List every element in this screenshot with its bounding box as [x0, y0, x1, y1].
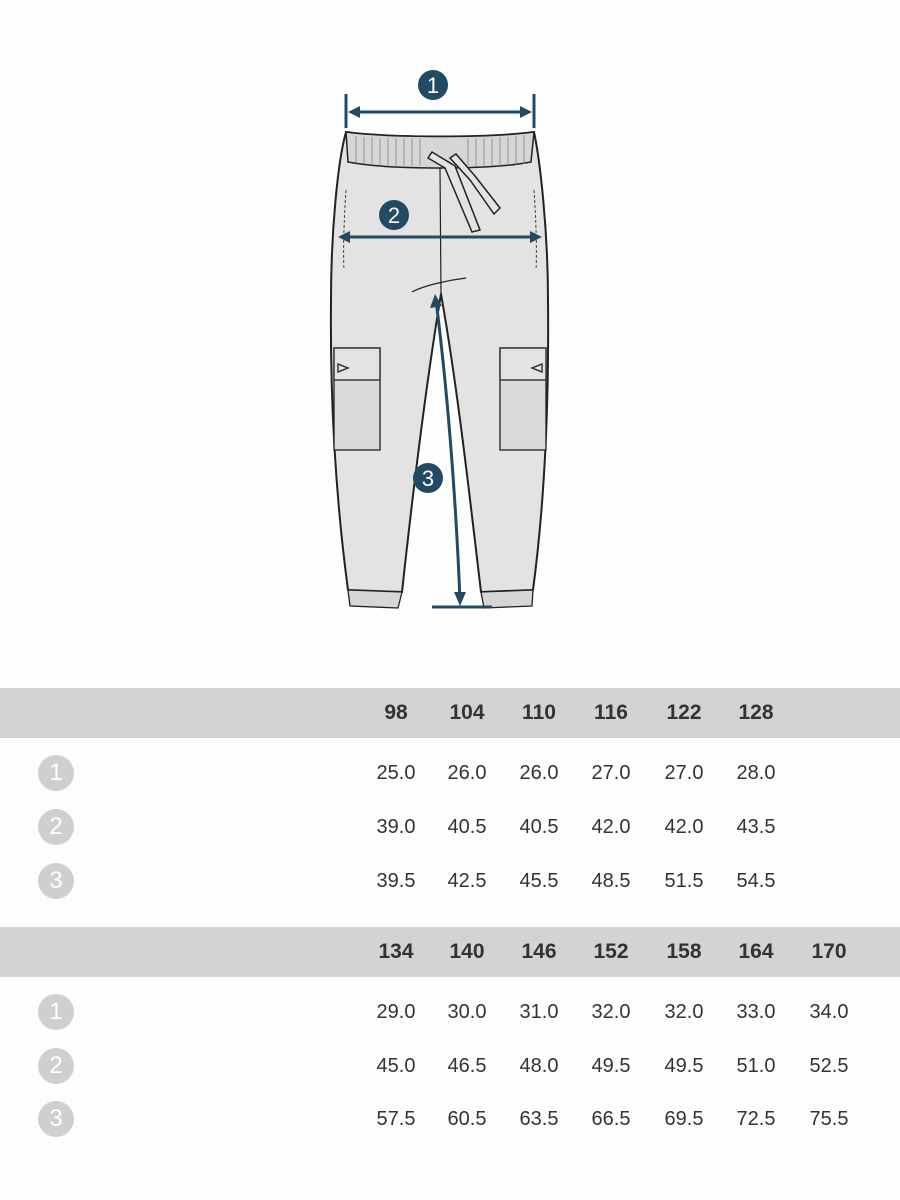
- size-label: 98: [384, 701, 408, 724]
- table-row: [0, 1099, 900, 1139]
- marker-1-label: 1: [426, 73, 440, 98]
- size-label: 116: [594, 701, 628, 724]
- size-header-band-1: [0, 688, 900, 738]
- measurement-value: 49.5: [591, 1055, 631, 1077]
- size-label: 164: [738, 940, 774, 963]
- row-marker: 2: [38, 809, 74, 845]
- measurement-value: 42.0: [591, 816, 631, 838]
- measurement-value: 39.0: [376, 816, 416, 838]
- table-row: [0, 1046, 900, 1086]
- measurement-value: 63.5: [519, 1108, 559, 1130]
- measurement-value: 40.5: [519, 816, 559, 838]
- size-label: 140: [449, 940, 485, 963]
- measurement-value: 32.0: [591, 1001, 631, 1023]
- left-cuff: [348, 590, 402, 608]
- measurement-value: 26.0: [519, 762, 559, 784]
- measurement-value: 30.0: [447, 1001, 487, 1023]
- size-label: 110: [522, 701, 556, 724]
- measurement-value: 27.0: [664, 762, 704, 784]
- right-cuff: [481, 590, 533, 608]
- table-row: [0, 992, 900, 1032]
- table-row: [0, 753, 900, 793]
- size-label: 134: [378, 940, 414, 963]
- measurement-value: 39.5: [376, 870, 416, 892]
- row-marker: 2: [38, 1048, 74, 1084]
- measurement-value: 60.5: [447, 1108, 487, 1130]
- measurement-value: 29.0: [376, 1001, 416, 1023]
- measurement-value: 54.5: [736, 870, 776, 892]
- measurement-value: 66.5: [591, 1108, 631, 1130]
- measurement-value: 51.5: [664, 870, 704, 892]
- size-label: 146: [521, 940, 557, 963]
- measurement-value: 26.0: [447, 762, 487, 784]
- measurement-value: 51.0: [736, 1055, 776, 1077]
- measurement-value: 40.5: [447, 816, 487, 838]
- measurement-value: 48.0: [519, 1055, 559, 1077]
- row-marker: 1: [38, 994, 74, 1030]
- table-row: [0, 807, 900, 847]
- measurement-value: 27.0: [591, 762, 631, 784]
- row-marker: 3: [38, 863, 74, 899]
- measurement-value: 46.5: [447, 1055, 487, 1077]
- size-label: 122: [666, 701, 702, 724]
- measurement-value: 45.5: [519, 870, 559, 892]
- measurement-value: 75.5: [809, 1108, 849, 1130]
- measurement-value: 32.0: [664, 1001, 704, 1023]
- measurement-value: 48.5: [591, 870, 631, 892]
- marker-3-label: 3: [421, 466, 435, 491]
- measurement-value: 43.5: [736, 816, 776, 838]
- measurement-value: 69.5: [664, 1108, 704, 1130]
- measure-line-1: [346, 94, 534, 128]
- row-marker: 3: [38, 1101, 74, 1137]
- measurement-value: 31.0: [519, 1001, 559, 1023]
- measurement-value: 28.0: [736, 762, 776, 784]
- measurement-value: 52.5: [809, 1055, 849, 1077]
- left-cargo-pocket: [334, 348, 380, 450]
- measurement-value: 49.5: [664, 1055, 704, 1077]
- size-label: 170: [811, 940, 847, 963]
- measurement-value: 42.0: [664, 816, 704, 838]
- measurement-value: 72.5: [736, 1108, 776, 1130]
- size-label: 104: [449, 701, 485, 724]
- marker-2-label: 2: [387, 203, 401, 228]
- size-label: 158: [666, 940, 702, 963]
- size-label: 152: [593, 940, 629, 963]
- measurement-value: 34.0: [809, 1001, 849, 1023]
- measurement-value: 57.5: [376, 1108, 416, 1130]
- right-cargo-pocket: [500, 348, 546, 450]
- row-marker: 1: [38, 755, 74, 791]
- measurement-value: 33.0: [736, 1001, 776, 1023]
- table-row: [0, 861, 900, 901]
- size-header-band-2: [0, 927, 900, 977]
- measurement-value: 42.5: [447, 870, 487, 892]
- measurement-value: 45.0: [376, 1055, 416, 1077]
- measurement-value: 25.0: [376, 762, 416, 784]
- size-label: 128: [738, 701, 774, 724]
